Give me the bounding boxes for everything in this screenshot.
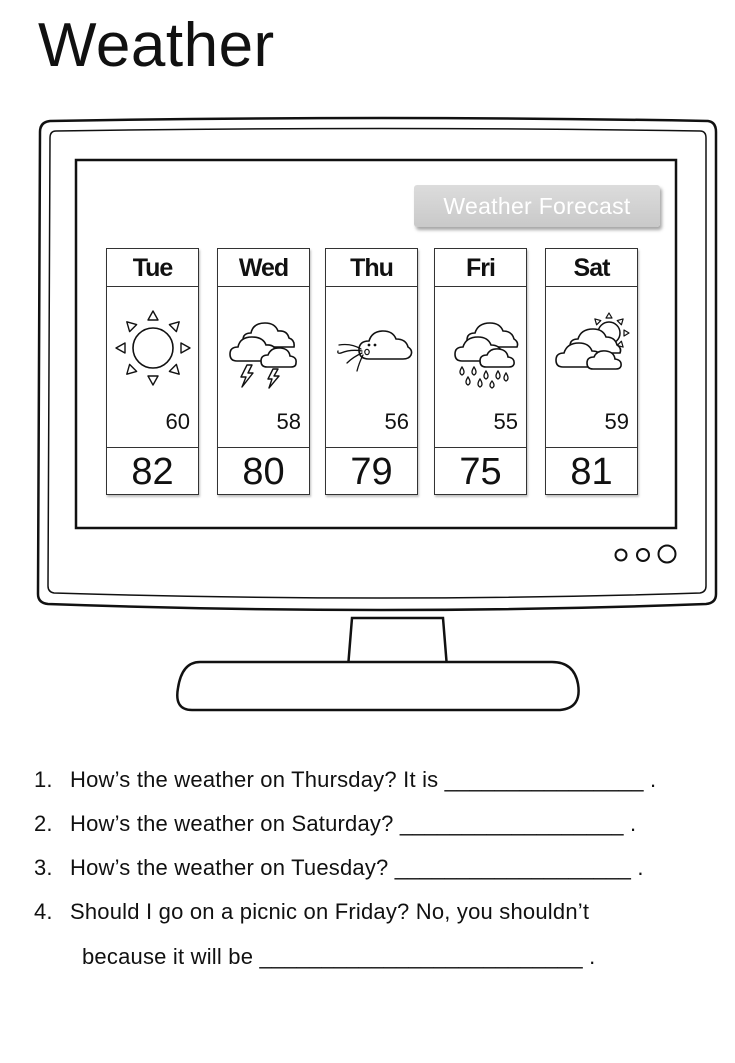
windy-cloud-icon <box>331 307 413 389</box>
forecast-high: 79 <box>326 447 417 496</box>
question-text: How’s the weather on Tuesday? ___________________ . <box>70 855 644 880</box>
forecast-low: 56 <box>384 409 409 434</box>
monitor-stand-base <box>177 662 578 710</box>
question-text: How’s the weather on Thursday? It is ________________ . <box>70 767 657 792</box>
forecast-day: Wed <box>218 249 309 287</box>
forecast-high: 82 <box>107 447 198 496</box>
forecast-day: Sat <box>546 249 637 287</box>
question-text: because it will be __________________________ . <box>82 944 596 969</box>
question-3 <box>34 853 644 883</box>
question-4-continued <box>82 942 595 972</box>
forecast-day: Tue <box>107 249 198 287</box>
forecast-day: Thu <box>326 249 417 287</box>
forecast-high: 81 <box>546 447 637 496</box>
thunderstorm-icon <box>223 307 305 389</box>
forecast-high: 75 <box>435 447 526 496</box>
question-text: Should I go on a picnic on Friday? No, you shouldn’t <box>70 899 590 924</box>
forecast-high: 80 <box>218 447 309 496</box>
page-title: Weather <box>38 11 275 80</box>
monitor-button-small <box>616 550 627 561</box>
question-4 <box>34 897 589 927</box>
forecast-card-thu <box>325 248 418 495</box>
monitor-button-medium <box>637 549 649 561</box>
question-1 <box>34 765 656 795</box>
forecast-low: 58 <box>276 409 301 434</box>
question-2 <box>34 809 636 839</box>
forecast-card-fri <box>434 248 527 495</box>
sun-icon <box>112 307 194 389</box>
question-number: 2. <box>34 811 53 836</box>
forecast-low: 59 <box>604 409 629 434</box>
question-number: 3. <box>34 855 53 880</box>
weather-forecast-banner: Weather Forecast <box>414 185 660 227</box>
forecast-low: 55 <box>493 409 518 434</box>
monitor-button-power <box>659 546 676 563</box>
forecast-low: 60 <box>165 409 190 434</box>
forecast-day: Fri <box>435 249 526 287</box>
partly-cloudy-icon <box>551 307 633 389</box>
question-number: 4. <box>34 899 53 924</box>
rain-cloud-icon <box>440 307 522 389</box>
question-text: How’s the weather on Saturday? __________________ . <box>70 811 637 836</box>
question-number: 1. <box>34 767 53 792</box>
forecast-card-tue <box>106 248 199 495</box>
forecast-card-wed <box>217 248 310 495</box>
forecast-card-sat <box>545 248 638 495</box>
